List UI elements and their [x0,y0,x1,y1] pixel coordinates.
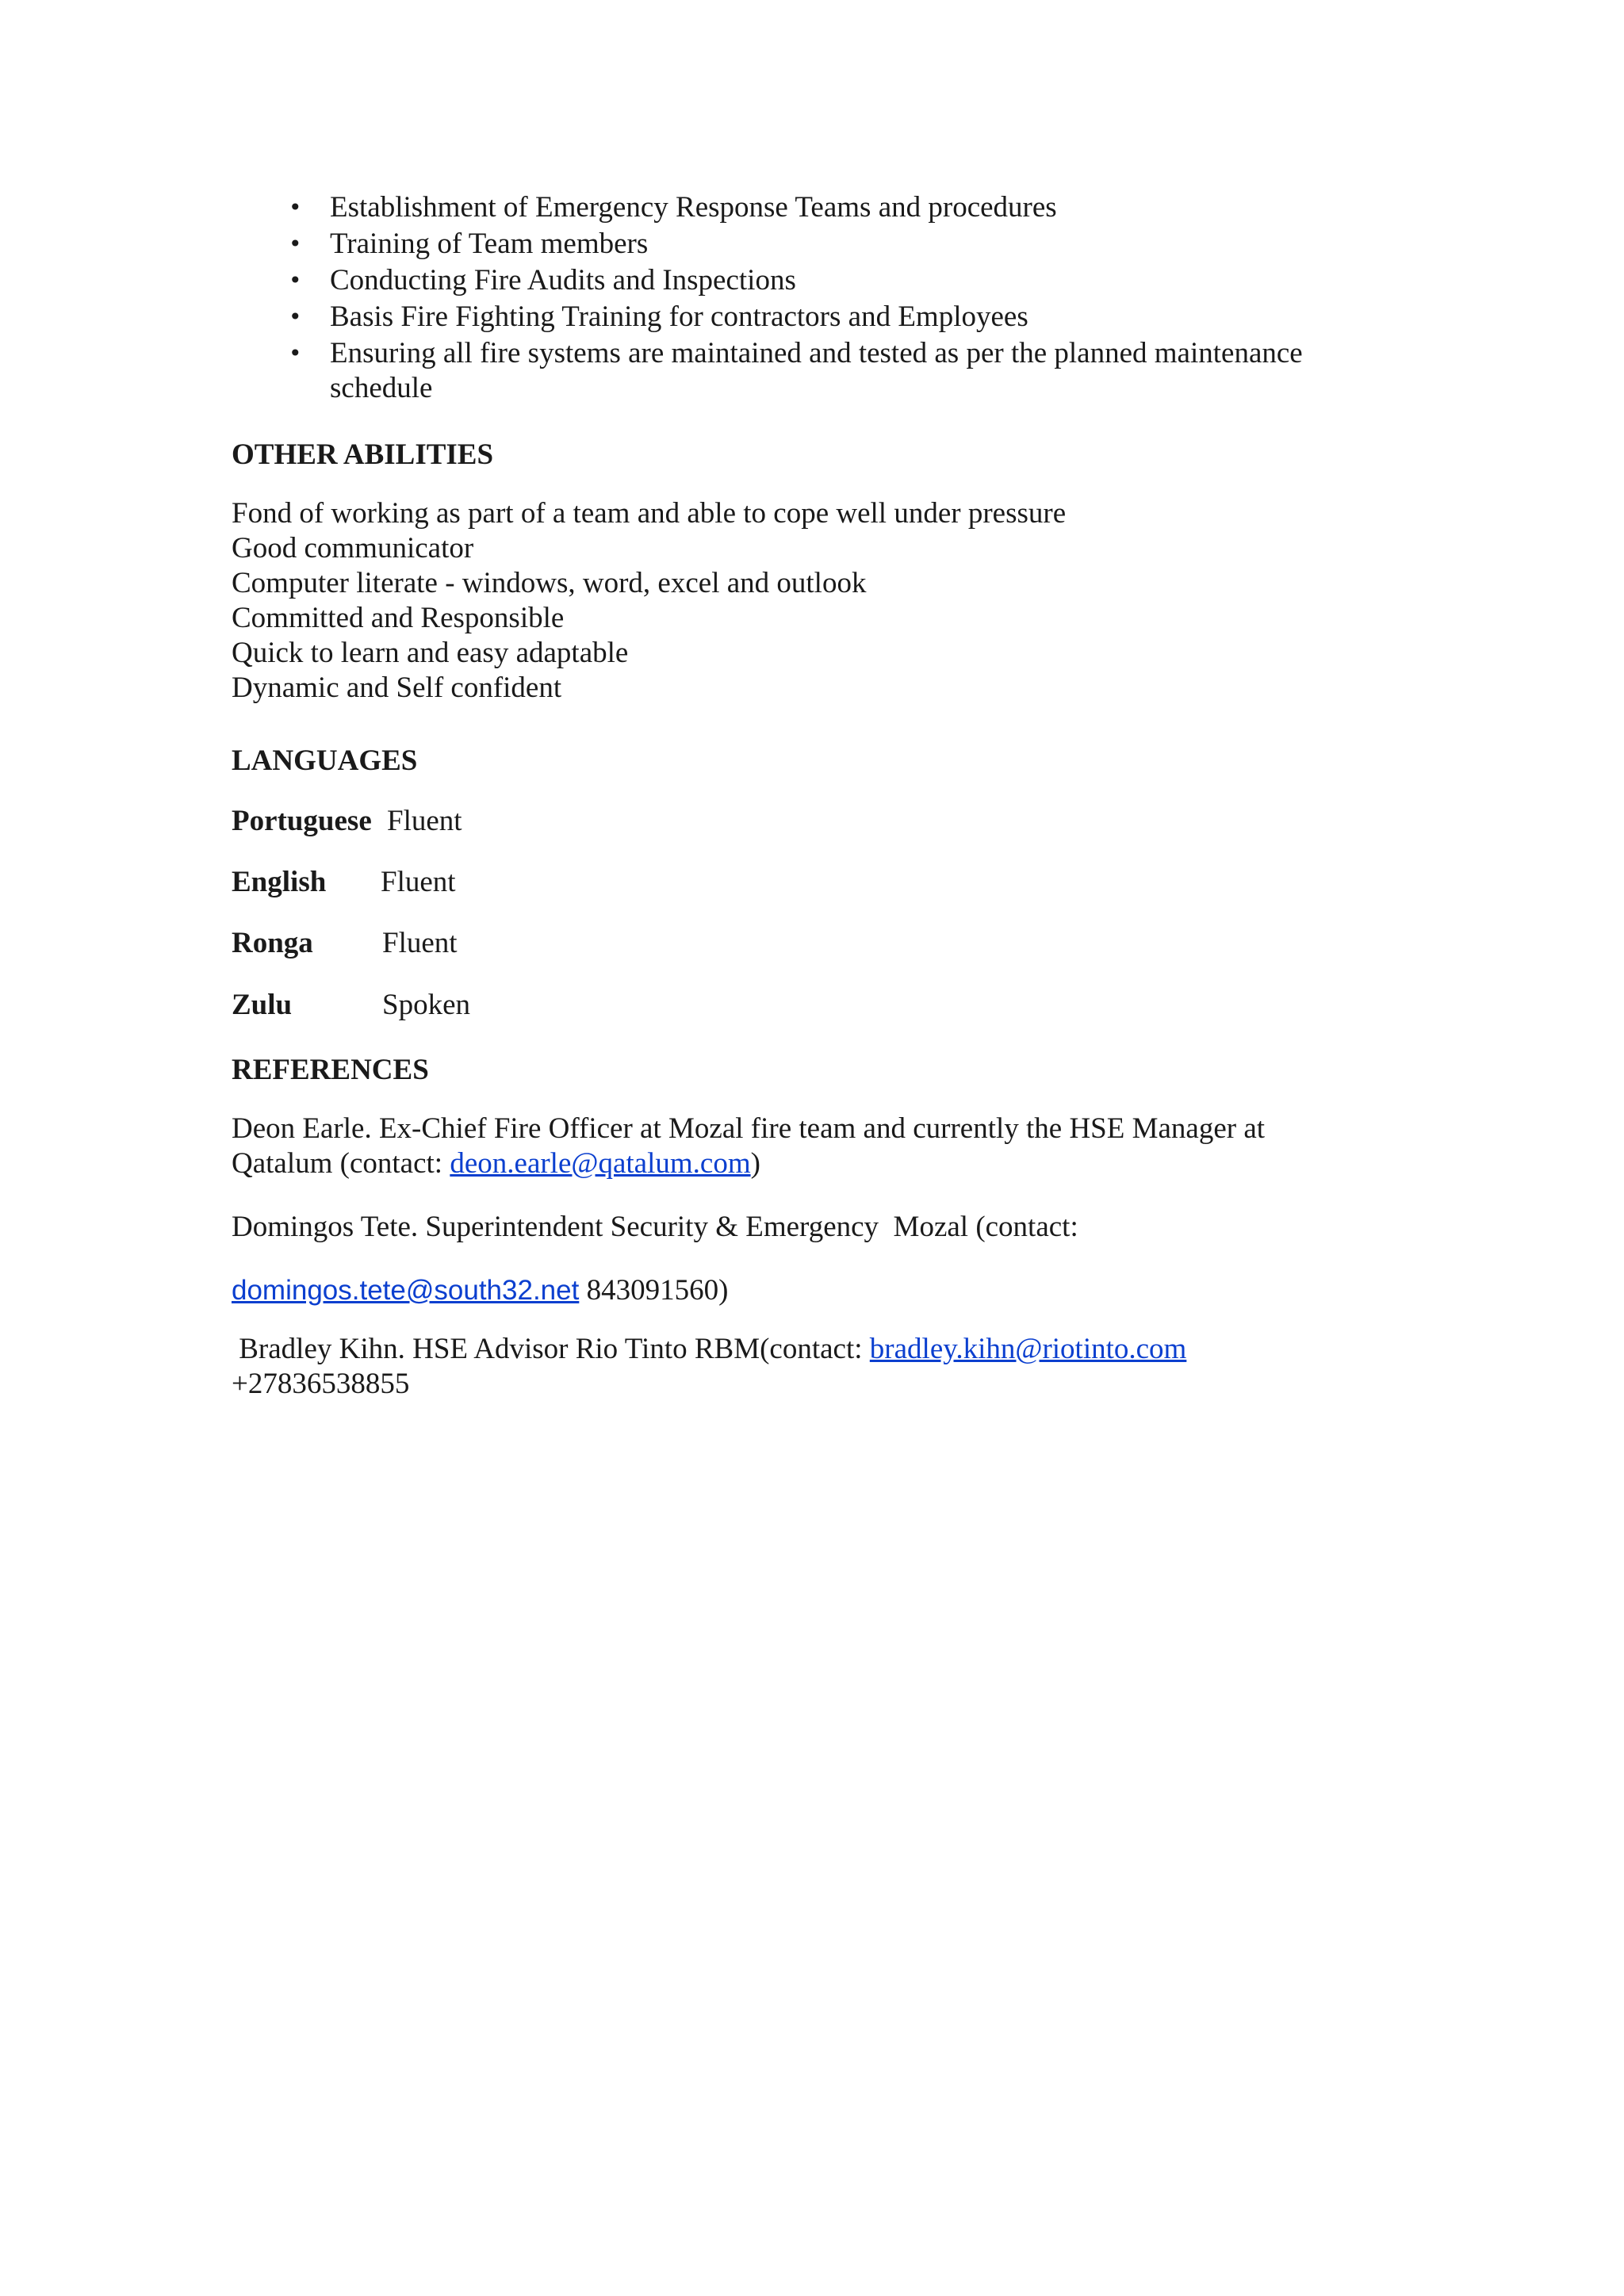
ability-item: Dynamic and Self confident [232,672,562,704]
list-item-text: Training of Team members [330,228,649,260]
ability-item: Good communicator [232,532,474,564]
languages-heading: LANGUAGES [232,744,418,777]
reference-text: Bradley Kihn. HSE Advisor Rio Tinto RBM(contact: [232,1333,870,1365]
phone-number: 843091560) [579,1274,729,1307]
list-item [232,336,1329,406]
language-name: Portuguese [232,805,372,837]
language-level: Spoken [382,989,470,1021]
email-link[interactable]: deon.earle@qatalum.com [450,1147,751,1180]
reference-text: Deon Earle. Ex-Chief Fire Officer at Mozal fire team and currently the HSE Manager at Qatalum (contact: [232,1112,1266,1180]
list-item-text: Establishment of Emergency Response Teams and procedures [330,191,1057,224]
language-name: Ronga [232,927,313,959]
bullet-icon: • [289,194,302,220]
language-name: Zulu [232,989,293,1021]
bullet-icon: • [289,267,302,293]
reference-text-end: ) [750,1147,760,1180]
list-item [232,227,1358,262]
email-link[interactable]: domingos.tete@south32.net [232,1275,580,1306]
list-item-text: Conducting Fire Audits and Inspections [330,264,796,297]
language-name: English [232,866,327,898]
bullet-icon: • [289,340,302,366]
phone-number: +27836538855 [232,1368,410,1400]
language-level: Fluent [381,866,456,898]
reference-bradley-kihn [232,1332,1358,1402]
list-item [232,263,1358,298]
list-item-text: Basis Fire Fighting Training for contractors and Employees [330,300,1028,333]
responsibilities-list [232,190,1358,408]
language-level: Fluent [382,927,458,959]
language-level: Fluent [387,805,462,837]
bullet-icon: • [289,231,302,257]
list-item [232,300,1358,335]
ability-item: Quick to learn and easy adaptable [232,637,629,669]
references-heading: REFERENCES [232,1054,429,1086]
reference-deon-earle [232,1112,1342,1181]
ability-item: Computer literate - windows, word, excel and outlook [232,567,867,599]
reference-domingos-contact [232,1273,1358,1308]
other-abilities-heading: OTHER ABILITIES [232,438,494,471]
list-item [232,190,1358,225]
ability-item: Committed and Responsible [232,602,565,634]
bullet-icon: • [289,304,302,330]
reference-domingos-tete [232,1210,1358,1245]
reference-text: Domingos Tete. Superintendent Security & Emergency Mozal (contact: [232,1211,1078,1243]
ability-item: Fond of working as part of a team and able to cope well under pressure [232,497,1067,530]
email-link[interactable]: bradley.kihn@riotinto.com [869,1333,1187,1365]
other-abilities-list [232,496,1342,706]
list-item-text: Ensuring all fire systems are maintained and tested as per the planned maintenance schedule [330,337,1303,404]
